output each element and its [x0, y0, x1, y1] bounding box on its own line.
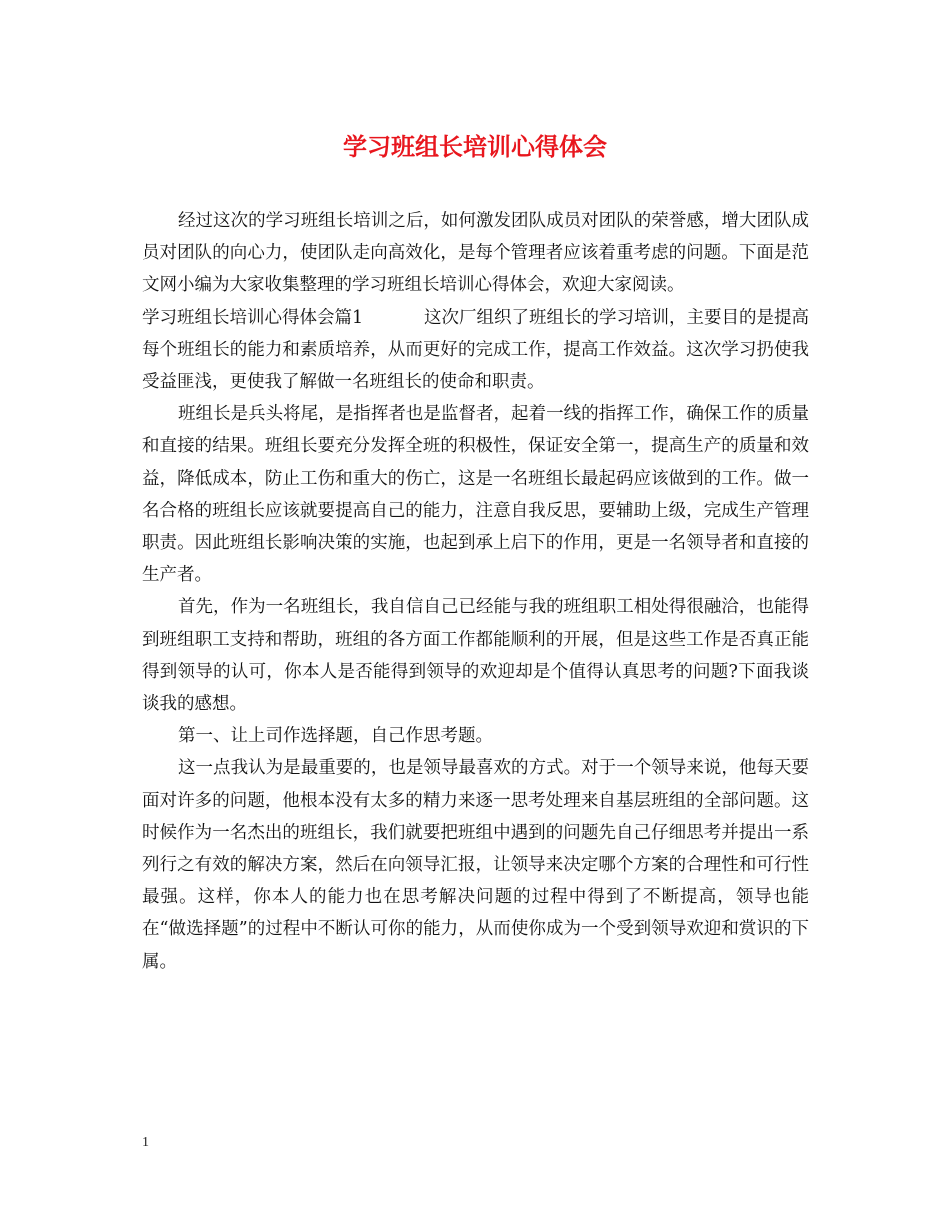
- body-paragraph-2: 班组长是兵头将尾，是指挥者也是监督者，起着一线的指挥工作，确保工作的质量和直接的结果。班组长要充分发挥全班的积极性，保证安全第一，提高生产的质量和效益，降低成本，防止工伤和重大的伤亡，这是一名班组长最起码应该做到的工作。做一名合格的班组长应该就要提高自己的能力，注意自我反思，要辅助上级，完成生产管理职责。因此班组长影响决策的实施，也起到承上启下的作用，更是一名领导者和直接的生产者。: [142, 404, 809, 586]
- section-paragraph-1: [142, 302, 809, 399]
- body-paragraph-5: 这一点我认为是最重要的，也是领导最喜欢的方式。对于一个领导来说，他每天要面对许多的问题，他根本没有太多的精力来逐一思考处理来自基层班组的全部问题。这时候作为一名杰出的班组长，我们就要把班组中遇到的问题先自己仔细思考并提出一系列行之有效的解决方案，然后在向领导汇报，让领导来决定哪个方案的合理性和可行性最强。这样，你本人的能力也在思考解决问题的过程中得到了不断提高，领导也能在“做选择题”的过程中不断认可你的能力，从而使你成为一个受到领导欢迎和赏识的下属。: [142, 758, 809, 972]
- section-paragraph-1-text: 这次厂组织了班组长的学习培训，主要目的是提高每个班组长的能力和素质培养，从而更好的完成工作，提高工作效益。这次学习扔使我受益匪浅，更使我了解做一名班组长的使命和职责。: [142, 307, 809, 393]
- section-heading: 学习班组长培训心得体会篇1: [142, 307, 364, 328]
- document-title: 学习班组长培训心得体会: [343, 133, 607, 161]
- body-paragraph-4: 第一、让上司作选择题，自己作思考题。: [178, 726, 493, 747]
- body-paragraph-3: 首先，作为一名班组长，我自信自己已经能与我的班组职工相处得很融洽，也能得到班组职工支持和帮助，班组的各方面工作都能顺利的开展，但是这些工作是否真正能得到领导的认可，你本人是否能得到领导的欢迎却是个值得认真思考的问题?下面我谈谈我的感想。: [142, 597, 809, 715]
- page-number: 1: [142, 1135, 149, 1150]
- intro-paragraph: 经过这次的学习班组长培训之后，如何激发团队成员对团队的荣誉感，增大团队成员对团队的向心力，使团队走向高效化，是每个管理者应该着重考虑的问题。下面是范文网小编为大家收集整理的学习班组长培训心得体会，欢迎大家阅读。: [142, 211, 809, 296]
- document-body: [142, 205, 809, 978]
